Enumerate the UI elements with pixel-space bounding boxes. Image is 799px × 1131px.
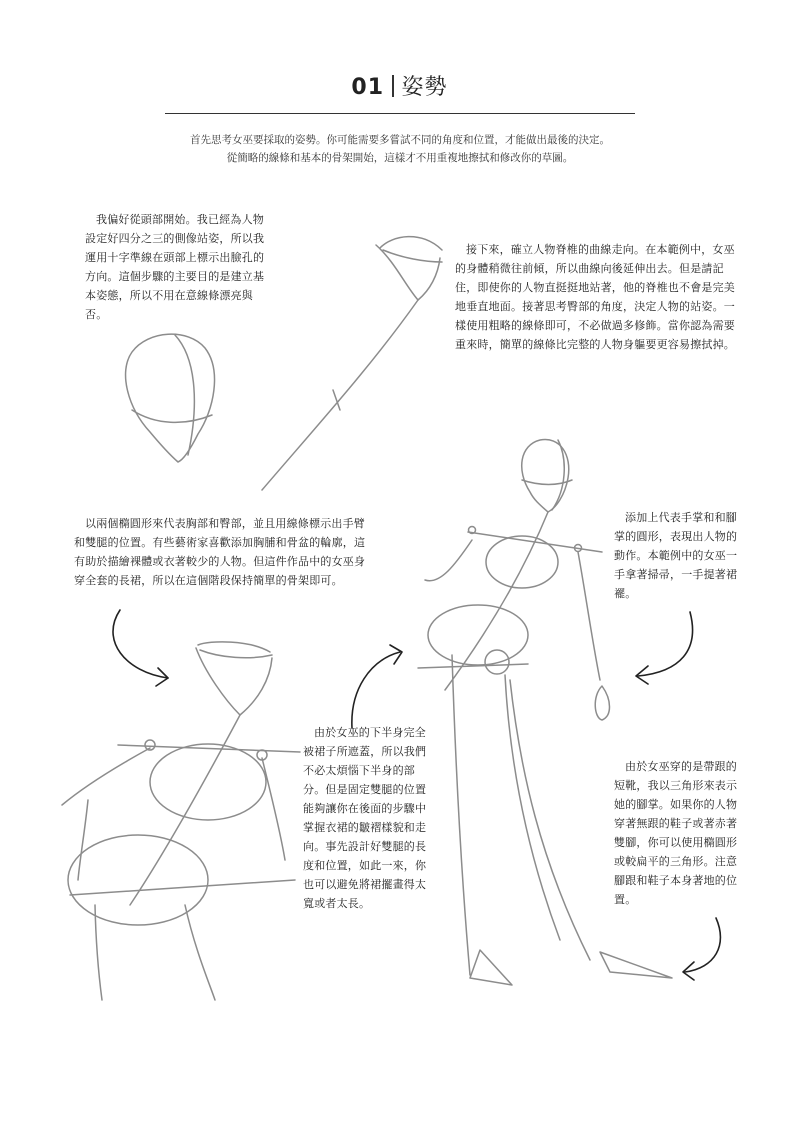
- spine-sketch: [262, 237, 442, 490]
- title-text: 姿勢: [401, 75, 448, 100]
- step-number: 01: [351, 75, 385, 100]
- intro-line-1: 首先思考女巫要採取的姿勢。你可能需要多嘗試不同的角度和位置，才能做出最後的決定。: [190, 134, 610, 146]
- step-spine-text: 接下來，確立人物脊椎的曲線走向。在本範例中，女巫的身體稍微往前傾，所以曲線向後延伸出去。但是請記住，即使你的人物直挺挺地站著，他的脊椎也不會是完美地垂直地面。接著思考臀部的角度，決定人物的站姿。一樣使用粗略的線條即可，不必做過多修飾。當你認為需要重來時，簡單的線條比完整的人物身軀要更容易擦拭掉。: [455, 243, 735, 351]
- step-hands-text: 添加上代表手掌和和腳掌的圓形，表現出人物的動作。本範例中的女巫一手拿著掃帚，一手提著裙襬。: [614, 511, 738, 600]
- arrow-torso: [113, 610, 168, 678]
- step-torso-text: 以兩個橢圓形來代表胸部和臀部，並且用線條標示出手臂和雙腿的位置。有些藝術家喜歡添加胸脯和骨盆的輪廓，這有助於描繪裸體或衣著較少的人物。但這件作品中的女巫身穿全套的長裙，所以在這個階段保持簡單的骨架即可。: [74, 517, 366, 587]
- torso-sketch: [62, 642, 300, 1000]
- arrow-feet: [685, 918, 720, 972]
- arrow-hands: [638, 612, 693, 676]
- arrow-legs: [352, 652, 400, 728]
- step-legs-text: 由於女巫的下半身完全被裙子所遮蓋，所以我們不必太煩惱下半身的部分。但是固定雙腿的位置能夠讓你在後面的步驟中掌握衣裙的皺褶樣貌和走向。事先設計好雙腿的長度和位置，如此一來，你也可以避免將裙擺畫得太寬或者太長。: [303, 726, 427, 910]
- step-head-text: 我偏好從頭部開始。我已經為人物設定好四分之三的側像站姿，所以我運用十字準線在頭部上標示出臉孔的方向。這個步驟的主要目的是建立基本姿態，所以不用在意線條漂亮與否。: [85, 213, 265, 321]
- head-sketch: [126, 334, 215, 462]
- intro-line-2: 從簡略的線條和基本的骨架開始，這樣才不用重複地擦拭和修改你的草圖。: [226, 152, 574, 164]
- step-feet-text: 由於女巫穿的是帶跟的短靴，我以三角形來表示她的腳掌。如果你的人物穿著無跟的鞋子或著赤著雙腳，你可以使用橢圓形或較扁平的三角形。注意腳跟和鞋子本身著地的位置。: [614, 760, 738, 906]
